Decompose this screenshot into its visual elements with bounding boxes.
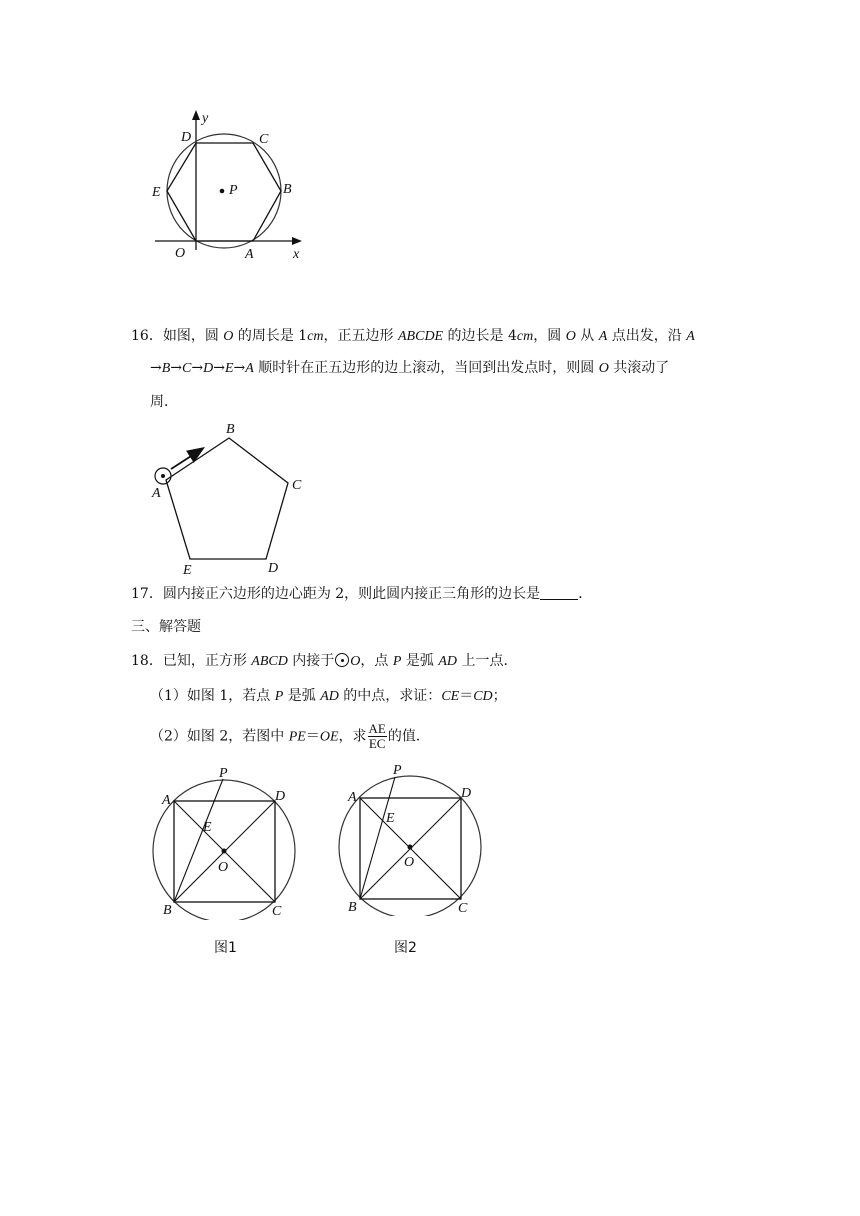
vertex-label-D: D [181, 130, 192, 145]
fig2-label-B: B [348, 900, 357, 915]
vertex-label-B: B [283, 182, 292, 197]
pentagon-label-D: D [268, 561, 279, 576]
q16-number: 16． [131, 328, 163, 344]
square-circle-figure-2 [335, 756, 495, 916]
square-circle-figure-1 [145, 760, 305, 920]
q17-number: 17． [131, 586, 163, 602]
fig2-caption: 图2 [394, 940, 417, 956]
fig1-label-E: E [203, 820, 212, 835]
q16-line-2: →B→C→D→E→A 顺时针在正五边形的边上滚动，当回到出发点时，则圆 O 共滚动了 [150, 360, 670, 376]
axis-label-x: x [293, 247, 300, 262]
fig2-label-A: A [348, 790, 357, 805]
q17-answer-blank [540, 585, 578, 600]
fig1-label-A: A [162, 793, 171, 808]
q18-part-1: （1）如图 1，若点 P 是弧 AD 的中点，求证：CE＝CD； [150, 688, 507, 704]
q17-line: 17．圆内接正六边形的边心距为 2，则此圆内接正三角形的边长是 ． [131, 586, 593, 602]
pentagon-label-B: B [226, 422, 235, 437]
fig2-label-C: C [458, 901, 468, 916]
vertex-label-C: C [259, 132, 269, 147]
fig2-label-E: E [386, 811, 395, 826]
circle-dot-symbol [335, 653, 349, 667]
q16-line-3: 周． [150, 394, 178, 410]
origin-label-O: O [175, 246, 186, 261]
vertex-label-E: E [152, 185, 161, 200]
pentagon-label-E: E [183, 563, 192, 578]
fig1-label-C: C [272, 904, 282, 919]
fig1-label-O: O [218, 860, 229, 875]
pentagon-figure [145, 418, 315, 578]
q18-stem: 18．已知，正方形 ABCD 内接于 O，点 P 是弧 AD 上一点． [131, 653, 518, 669]
fig1-label-D: D [275, 789, 286, 804]
vertex-label-A: A [245, 247, 254, 262]
fig1-label-P: P [219, 766, 228, 781]
axis-label-y: y [202, 111, 209, 126]
fig1-label-B: B [163, 903, 172, 918]
fig1-caption: 图1 [214, 940, 237, 956]
section-title: 三、解答题 [131, 619, 201, 635]
q18-number: 18． [131, 653, 163, 669]
q18-part-2: （2）如图 2，若图中 PE＝OE，求 $\frac{AE}{EC}$ 的值． [150, 721, 430, 751]
point-label-P: P [229, 183, 238, 198]
fig2-label-P: P [393, 763, 402, 778]
q16-line-1: 16．如图，圆 O 的周长是 1cm，正五边形 ABCDE 的边长是 4cm，圆 O 从 A 点出发，沿 A [131, 328, 695, 344]
hexagon-circle-figure [140, 105, 320, 265]
fig2-label-D: D [461, 786, 472, 801]
fraction-ae-over-ec: $\frac{AE}{EC}$ [368, 721, 386, 751]
fig2-label-O: O [404, 855, 415, 870]
pentagon-label-A: A [152, 486, 161, 501]
pentagon-label-C: C [292, 478, 302, 493]
